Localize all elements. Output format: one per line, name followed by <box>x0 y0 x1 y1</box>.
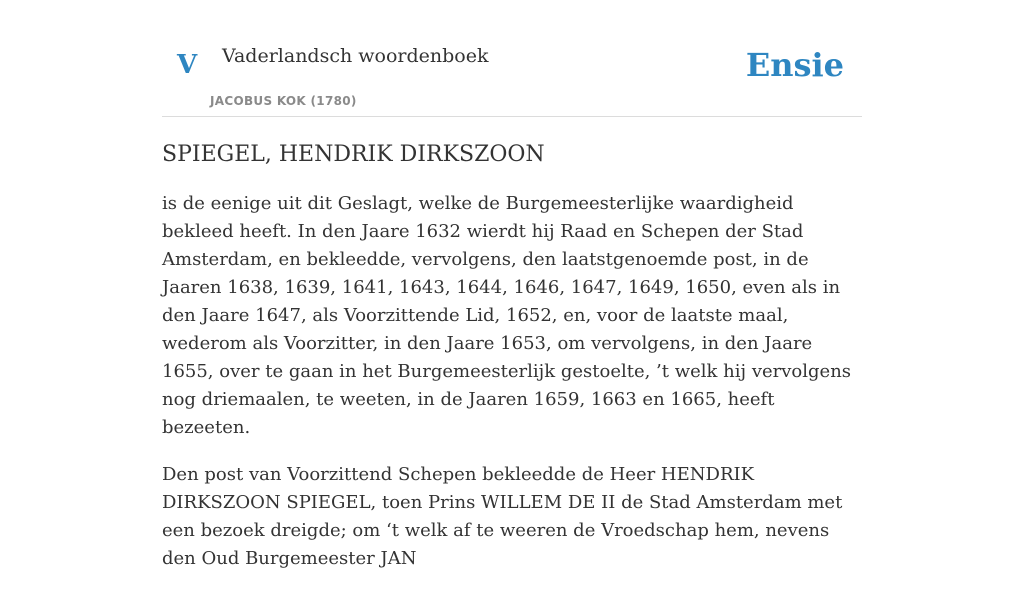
entry-paragraph: is de eenige uit dit Geslagt, welke de Burgemeesterlijke waardigheid bekleed heeft. In den Jaare 1632 wierdt hij Raad en Schepen der Stad Amsterdam, en bekleedde, vervolgens, den laatstgenoemde post, in de Jaaren 1638, 1639, 1641, 1643, 1644, 1646, 1647, 1649, 1650, even als in den Jaare 1647, als Voorzittende Lid, 1652, en, voor de laatste maal, wederom als Voorzitter, in den Jaare 1653, om vervolgens, in den Jaare 1655, over te gaan in het Burgemeesterlijk gestoelte, ’t welk hij vervolgens nog driemaalen, te weeten, in de Jaaren 1659, 1663 en 1665, heeft bezeeten. <box>162 193 852 438</box>
entry-title: SPIEGEL, HENDRIK DIRKSZOON <box>162 142 545 167</box>
book-header <box>162 0 862 117</box>
entry-body <box>162 190 862 573</box>
book-initial-icon: V <box>177 50 198 80</box>
ensie-logo-link[interactable]: Ensie <box>745 46 844 84</box>
book-author: JACOBUS KOK (1780) <box>210 94 357 108</box>
entry-paragraph: Den post van Voorzittend Schepen bekleedde de Heer HENDRIK DIRKSZOON SPIEGEL, toen Prins WILLEM DE II de Stad Amsterdam met een bezoek dreigde; om ‘t welk af te weeren de Vroedschap hem, nevens den Oud Burgemeester JAN <box>162 464 843 569</box>
entry-article <box>162 140 862 592</box>
book-title[interactable]: Vaderlandsch woordenboek <box>222 45 489 67</box>
